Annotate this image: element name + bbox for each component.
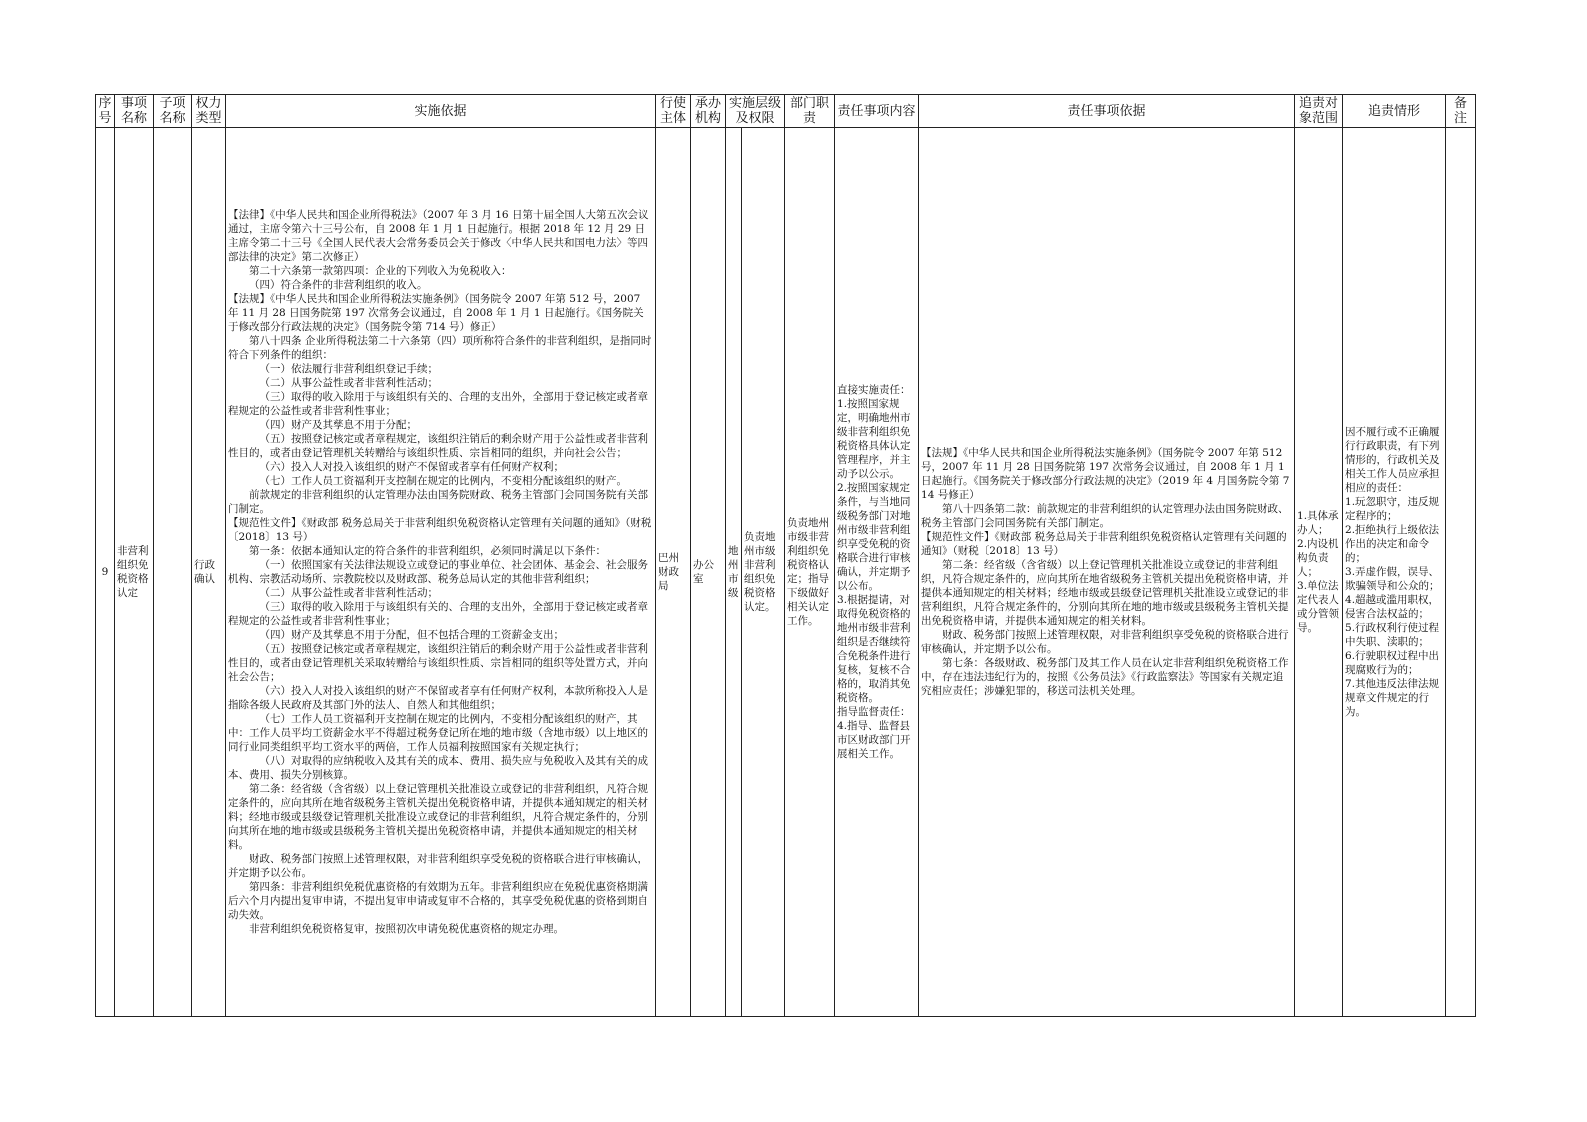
basis-paragraph: （七）工作人员工资福利开支控制在规定的比例内，不变相分配该组织的财产。 bbox=[259, 475, 627, 487]
resp-basis-paragraph: 【法规】《中华人民共和国企业所得税法实施条例》（国务院令 2007 年第 512 号，2007 年 11 月 28 日国务院第 197 次常务会议通过，自 2008 年 1 月 1 日起施行。《国务院关于修改部分行政法规的决定》（2019 年 4 月国务院令第 714 号修正） bbox=[921, 447, 1290, 501]
resp-content-item: 指导监督责任： bbox=[837, 706, 911, 718]
header-pursue-scope: 追责对象范围 bbox=[1295, 95, 1343, 128]
pursue-scope-item: 1.具体承办人； bbox=[1297, 510, 1339, 536]
resp-content-text bbox=[837, 383, 916, 761]
basis-paragraph: （二）从事公益性或者非营利性活动； bbox=[259, 587, 438, 599]
basis-paragraph: （二）从事公益性或者非营利性活动； bbox=[259, 377, 438, 389]
pursue-case-item: 7.其他违反法律法规规章文件规定的行为。 bbox=[1345, 678, 1440, 718]
resp-basis-paragraph: 财政、税务部门按照上述管理权限，对非营利组织享受免税的资格联合进行审核确认，并定期予以公布。 bbox=[921, 629, 1289, 655]
cell-level-detail: 负责地州市级非营利组织免税资格认定。 bbox=[742, 128, 785, 1017]
basis-text bbox=[228, 208, 653, 936]
cell-basis bbox=[226, 128, 656, 1017]
resp-basis-paragraph: 【规范性文件】《财政部 税务总局关于非营利组织免税资格认定管理有关问题的通知》（财税〔2018〕13 号） bbox=[921, 531, 1287, 557]
header-subject: 行使主体 bbox=[656, 95, 691, 128]
resp-content-item: 3.根据提请，对取得免税资格的地州市级非营利组织是否继续符合免税条件进行复核，复核不合格的，取消其免税资格。 bbox=[837, 594, 911, 704]
pursue-case-item: 1.玩忽职守，违反规定程序的； bbox=[1345, 496, 1440, 522]
basis-paragraph: （五）按照登记核定或者章程规定，该组织注销后的剩余财产用于公益性或者非营利性目的，或者由登记管理机关转赠给与该组织性质、宗旨相同的组织，并向社会公告； bbox=[228, 433, 648, 459]
table-row bbox=[96, 128, 1476, 1017]
header-dept-duty: 部门职责 bbox=[785, 95, 835, 128]
pursue-case-item: 4.超越或滥用职权，侵害合法权益的； bbox=[1345, 594, 1440, 620]
cell-pursue-cases bbox=[1343, 128, 1446, 1017]
cell-pursue-scope bbox=[1295, 128, 1343, 1017]
header-name: 事项名称 bbox=[115, 95, 154, 128]
header-subname: 子项名称 bbox=[154, 95, 192, 128]
basis-paragraph: 第四条：非营利组织免税优惠资格的有效期为五年。非营利组织应在免税优惠资格期满后六个月内提出复审申请，不提出复审申请或复审不合格的，其享受免税优惠的资格到期自动失效。 bbox=[228, 881, 648, 921]
basis-paragraph: （六）投入人对投入该组织的财产不保留或者享有任何财产权利，本款所称投入人是指除各级人民政府及其部门外的法人、自然人和其他组织； bbox=[228, 685, 648, 711]
basis-paragraph: （七）工作人员工资福利开支控制在规定的比例内，不变相分配该组织的财产，其中：工作人员平均工资薪金水平不得超过税务登记所在地的地市级（含地市级）以上地区的同行业同类组织平均工资水平的两倍，工作人员福利按照国家有关规定执行； bbox=[228, 713, 648, 753]
pursue-case-item: 6.行驶职权过程中出现腐败行为的； bbox=[1345, 650, 1440, 676]
basis-paragraph: 前款规定的非营利组织的认定管理办法由国务院财政、税务主管部门会同国务院有关部门制定。 bbox=[228, 489, 648, 515]
header-seq: 序号 bbox=[96, 95, 115, 128]
basis-paragraph: 第一条：依据本通知认定的符合条件的非营利组织，必须同时满足以下条件： bbox=[249, 545, 606, 557]
basis-paragraph: 非营利组织免税资格复审，按照初次申请免税优惠资格的规定办理。 bbox=[249, 923, 564, 935]
cell-resp-basis bbox=[919, 128, 1295, 1017]
header-org: 承办机构 bbox=[691, 95, 726, 128]
basis-paragraph: （三）取得的收入除用于与该组织有关的、合理的支出外，全部用于登记核定或者章程规定的公益性或者非营利性事业； bbox=[228, 601, 648, 627]
cell-level-main: 地州市级 bbox=[726, 128, 742, 1017]
header-level: 实施层级及权限 bbox=[726, 95, 785, 128]
cell-name: 非营利组织免税资格认定 bbox=[115, 128, 154, 1017]
basis-paragraph: 第二条：经省级（含省级）以上登记管理机关批准设立或登记的非营利组织，凡符合规定条件的，应向其所在地省级税务主管机关提出免税资格申请，并提供本通知规定的相关材料；经地市级或县级登记管理机关批准设立或登记的非营利组织，凡符合规定条件的，分别向其所在地的地市级或县级税务主管机关提出免税资格申请，并提供本通知规定的相关材料。 bbox=[228, 783, 648, 851]
basis-paragraph: （一）依照国家有关法律法规设立或登记的事业单位、社会团体、基金会、社会服务机构、宗教活动场所、宗教院校以及财政部、税务总局认定的其他非营利组织； bbox=[228, 559, 648, 585]
basis-paragraph: （三）取得的收入除用于与该组织有关的、合理的支出外，全部用于登记核定或者章程规定的公益性或者非营利性事业； bbox=[228, 391, 648, 417]
cell-subname bbox=[154, 128, 192, 1017]
header-pursue-cases: 追责情形 bbox=[1343, 95, 1446, 128]
basis-paragraph: （五）按照登记核定或者章程规定，该组织注销后的剩余财产用于公益性或者非营利性目的，或者由登记管理机关采取转赠给与该组织性质、宗旨相同的组织等处置方式，并向社会公告； bbox=[228, 643, 648, 683]
resp-basis-paragraph: 第二条：经省级（含省级）以上登记管理机关批准设立或登记的非营利组织，凡符合规定条件的，应向其所在地省级税务主管机关提出免税资格申请，并提供本通知规定的相关材料；经地市级或县级登记管理机关批准设立或登记的非营利组织，凡符合规定条件的，分别向其所在地的地市级或县级税务主管机关提出免税资格申请，并提供本通知规定的相关材料。 bbox=[921, 559, 1289, 627]
cell-remark bbox=[1446, 128, 1476, 1017]
basis-paragraph: （四）财产及其孳息不用于分配； bbox=[259, 419, 417, 431]
basis-paragraph: 第八十四条 企业所得税法第二十六条第（四）项所称符合条件的非营利组织，是指同时符合下列条件的组织： bbox=[228, 335, 652, 361]
cell-seq: 9 bbox=[96, 128, 115, 1017]
pursue-scope-text bbox=[1297, 509, 1340, 635]
resp-content-item: 2.按照国家规定条件，与当地同级税务部门对地州市级非营利组织享受免税的资格联合进行审核确认，并定期予以公布。 bbox=[837, 482, 911, 592]
basis-paragraph: （四）财产及其孳息不用于分配，但不包括合理的工资薪金支出； bbox=[259, 629, 564, 641]
resp-content-item: 1.按照国家规定，明确地州市级非营利组织免税资格具体认定管理程序，并主动予以公示。 bbox=[837, 398, 911, 480]
header-basis: 实施依据 bbox=[226, 95, 656, 128]
pursue-case-item: 2.拒绝执行上级依法作出的决定和命令的； bbox=[1345, 524, 1440, 564]
basis-paragraph: （四）符合条件的非营利组织的收入。 bbox=[249, 279, 428, 291]
basis-paragraph: （八）对取得的应纳税收入及其有关的成本、费用、损失应与免税收入及其有关的成本、费用、损失分别核算。 bbox=[228, 755, 648, 781]
resp-basis-paragraph: 第八十四条第二款：前款规定的非营利组织的认定管理办法由国务院财政、税务主管部门会同国务院有关部门制定。 bbox=[921, 503, 1289, 529]
pursue-cases-text bbox=[1345, 425, 1443, 719]
basis-paragraph: 【规范性文件】《财政部 税务总局关于非营利组织免税资格认定管理有关问题的通知》（财税〔2018〕13 号） bbox=[228, 517, 652, 543]
cell-dept-duty: 负责地州市级非营利组织免税资格认定；指导下级做好相关认定工作。 bbox=[785, 128, 835, 1017]
resp-basis-paragraph: 第七条：各级财政、税务部门及其工作人员在认定非营利组织免税资格工作中，存在违法违纪行为的，按照《公务员法》《行政监察法》等国家有关规定追究相应责任；涉嫌犯罪的，移送司法机关处理。 bbox=[921, 657, 1289, 697]
basis-paragraph: 【法律】《中华人民共和国企业所得税法》（2007 年 3 月 16 日第十届全国人大第五次会议通过，主席令第六十三号公布，自 2008 年 1 月 1 日起施行。根据 2018 年 12 月 29 日主席令第二十三号《全国人民代表大会常务委员会关于修改〈中华人民共和国电力法〉等四部法律的决定》第二次修正） bbox=[228, 209, 649, 263]
pursue-scope-item: 3.单位法定代表人或分管领导。 bbox=[1297, 580, 1340, 634]
power-list-table bbox=[95, 94, 1476, 1017]
pursue-scope-item: 2.内设机构负责人； bbox=[1297, 538, 1339, 578]
cell-resp-content bbox=[835, 128, 919, 1017]
basis-paragraph: 第二十六条第一款第四项：企业的下列收入为免税收入： bbox=[249, 265, 512, 277]
pursue-case-item: 3.弄虚作假，误导、欺骗领导和公众的； bbox=[1345, 566, 1440, 592]
header-power-type: 权力类型 bbox=[192, 95, 226, 128]
basis-paragraph: （一）依法履行非营利组织登记手续； bbox=[259, 363, 438, 375]
basis-paragraph: 财政、税务部门按照上述管理权限，对非营利组织享受免税的资格联合进行审核确认，并定期予以公布。 bbox=[228, 853, 648, 879]
resp-content-item: 4.指导、监督县市区财政部门开展相关工作。 bbox=[837, 720, 911, 760]
header-remark: 备注 bbox=[1446, 95, 1476, 128]
cell-org: 办公室 bbox=[691, 128, 726, 1017]
pursue-case-item: 5.行政权利行使过程中失职、渎职的； bbox=[1345, 622, 1440, 648]
header-row bbox=[96, 95, 1476, 128]
header-resp-content: 责任事项内容 bbox=[835, 95, 919, 128]
cell-power-type: 行政确认 bbox=[192, 128, 226, 1017]
cell-subject: 巴州财政局 bbox=[656, 128, 691, 1017]
basis-paragraph: 【法规】《中华人民共和国企业所得税法实施条例》（国务院令 2007 年第 512 号，2007 年 11 月 28 日国务院第 197 次常务会议通过，自 2008 年 1 月 1 日起施行。《国务院关于修改部分行政法规的决定》（国务院令第 714 号）修正） bbox=[228, 293, 644, 333]
resp-basis-text bbox=[921, 446, 1292, 698]
resp-content-item: 直接实施责任： bbox=[837, 384, 911, 396]
pursue-case-item: 因不履行或不正确履行行政职责，有下列情形的，行政机关及相关工作人员应承担相应的责任： bbox=[1345, 426, 1440, 494]
header-resp-basis: 责任事项依据 bbox=[919, 95, 1295, 128]
basis-paragraph: （六）投入人对投入该组织的财产不保留或者享有任何财产权利； bbox=[259, 461, 564, 473]
